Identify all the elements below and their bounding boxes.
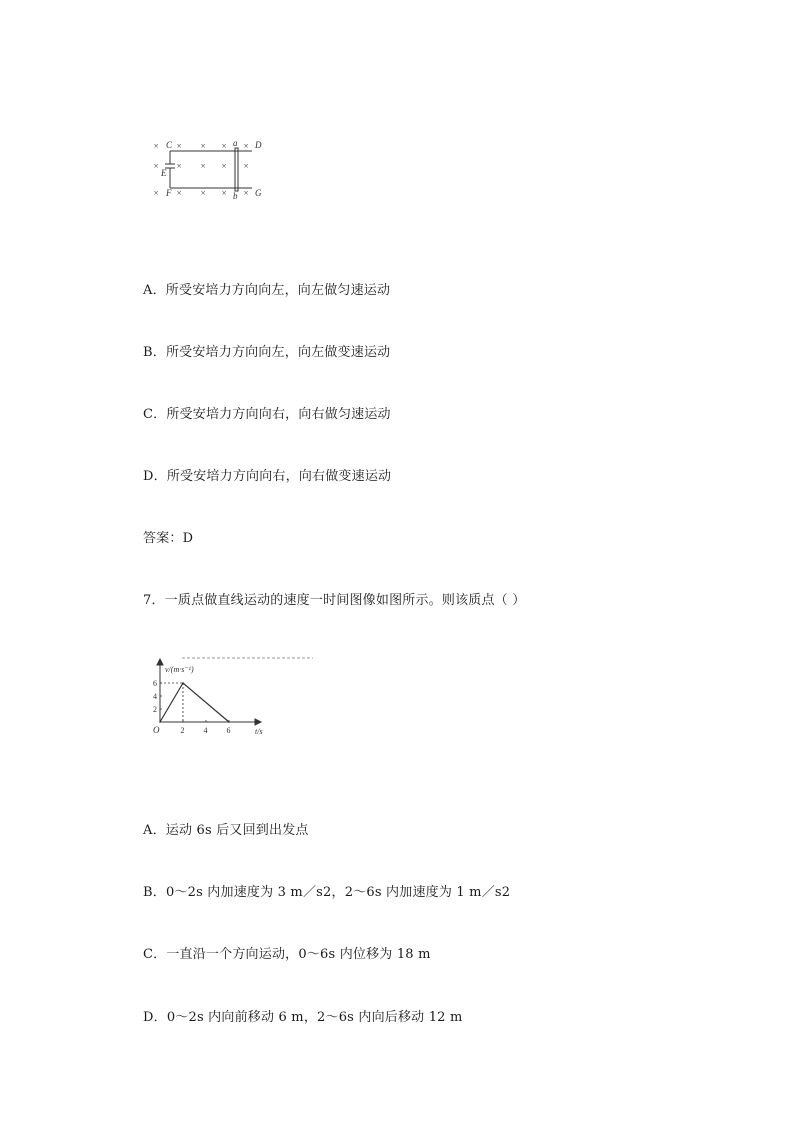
field-cross: × (243, 188, 250, 198)
label-a: a (233, 138, 238, 148)
label-E: E (161, 168, 167, 178)
y-tick-label: 2 (153, 705, 157, 714)
field-cross: × (221, 188, 228, 198)
field-cross: × (200, 141, 207, 151)
q6-option-a: A．所受安培力方向向左，向左做匀速运动 (143, 283, 391, 298)
q7-option-c: C．一直沿一个方向运动，0～6s 内位移为 18 m (143, 947, 431, 962)
field-cross: × (200, 161, 207, 171)
y-tick-label: 6 (153, 679, 157, 688)
q7-stem: 7．一质点做直线运动的速度一时间图像如图所示。则该质点（ ） (143, 593, 526, 608)
label-G: G (255, 188, 262, 198)
field-cross: × (221, 161, 228, 171)
field-cross: × (221, 141, 228, 151)
y-tick-label: 4 (153, 692, 157, 701)
field-cross: × (153, 161, 160, 171)
x-tick-label: 4 (203, 726, 208, 735)
q7-option-b: B．0～2s 内加速度为 3 m／s2，2～6s 内加速度为 1 m／s2 (143, 885, 511, 900)
field-cross: × (243, 141, 250, 151)
field-cross: × (176, 141, 183, 151)
q6-answer: 答案：D (143, 531, 194, 546)
label-b: b (233, 191, 238, 201)
q6-option-c: C．所受安培力方向向右，向右做匀速运动 (143, 407, 391, 422)
data-point (182, 682, 184, 684)
x-tick-label: 2 (180, 726, 185, 735)
label-C: C (166, 140, 173, 150)
label-D: D (255, 140, 262, 150)
q6-option-b: B．所受安培力方向向左，向左做变速运动 (143, 345, 391, 360)
field-cross: × (176, 188, 183, 198)
velocity-line (160, 683, 229, 722)
x-axis-arrow (255, 719, 261, 725)
label-F: F (166, 188, 172, 198)
origin-label: O (153, 725, 160, 735)
field-cross: × (200, 188, 207, 198)
data-point (159, 721, 161, 723)
field-cross: × (153, 188, 160, 198)
sliding-rod (235, 148, 238, 191)
q7-option-d: D．0～2s 内向前移动 6 m，2～6s 内向后移动 12 m (143, 1010, 463, 1025)
x-tick-label: 6 (226, 726, 231, 735)
field-cross: × (176, 161, 183, 171)
field-cross: × (243, 161, 250, 171)
y-axis-arrow (157, 659, 163, 665)
field-cross: × (153, 141, 160, 151)
q6-option-d: D．所受安培力方向向右，向右做变速运动 (143, 469, 392, 484)
y-axis-label: v/(m·s⁻¹) (165, 665, 194, 674)
q7-option-a: A．运动 6s 后又回到出发点 (143, 823, 309, 838)
x-axis-label: t/s (255, 727, 263, 736)
data-point (228, 721, 230, 723)
